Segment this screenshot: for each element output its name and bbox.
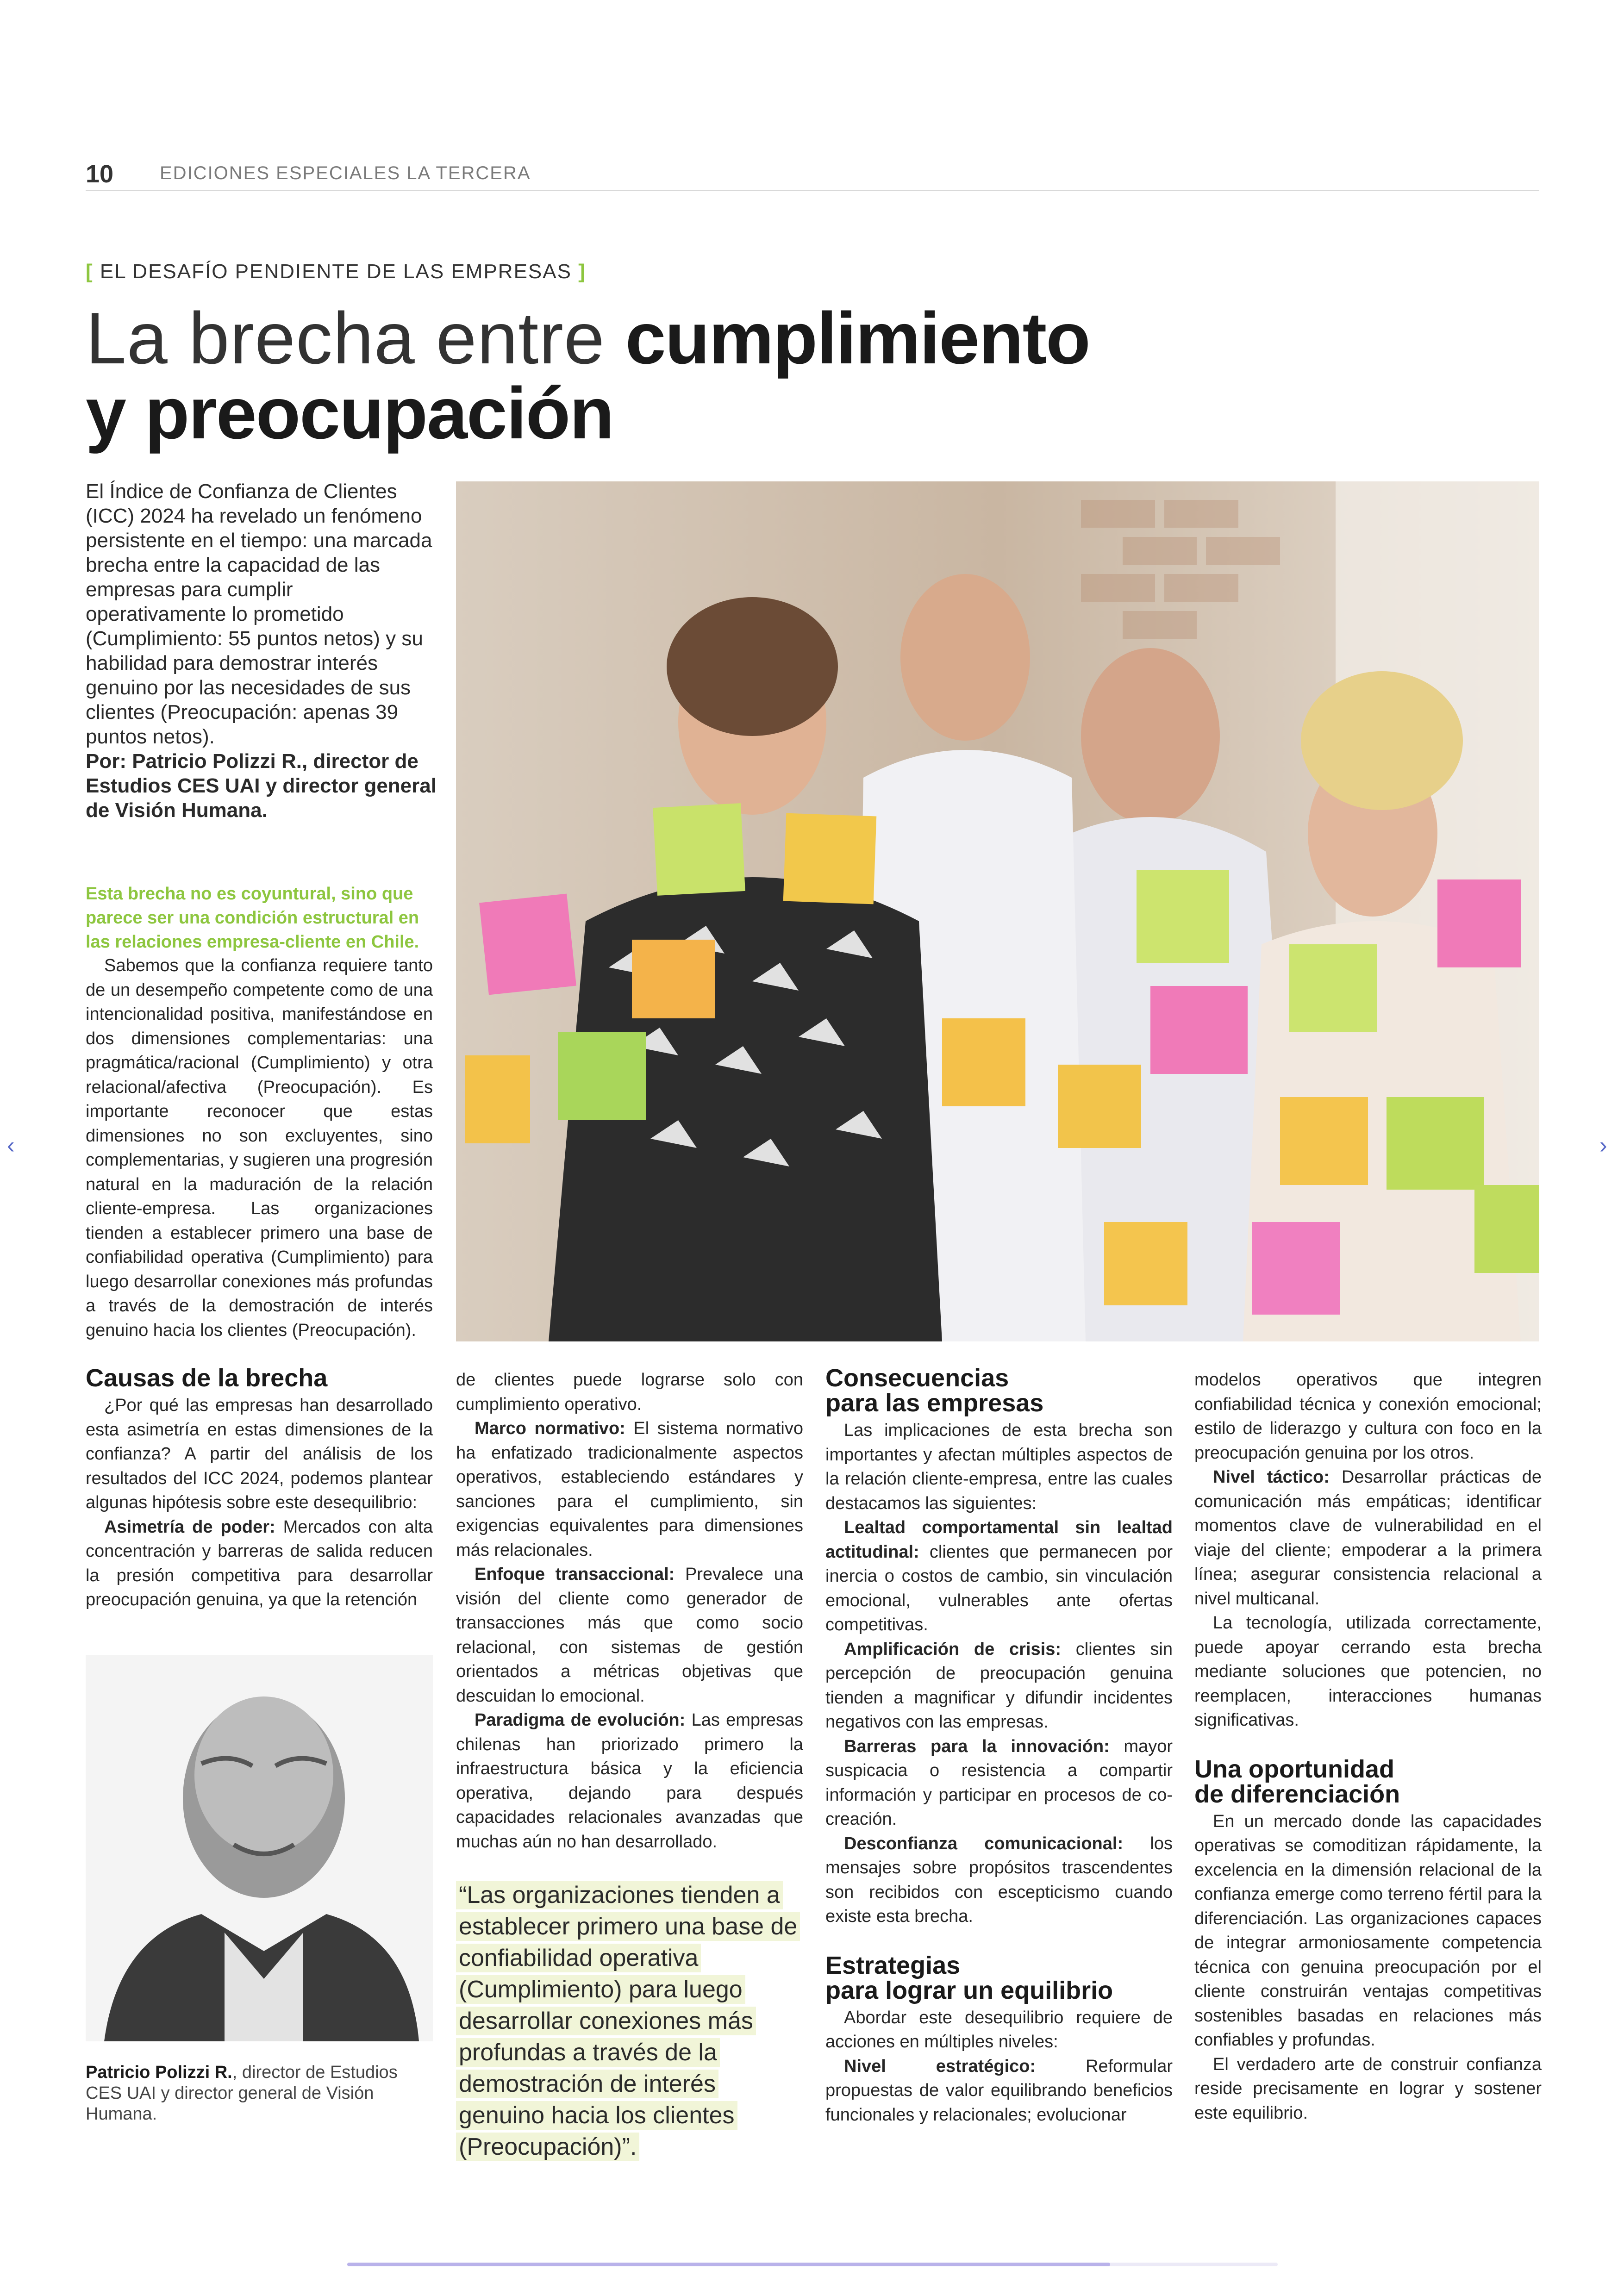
oportunidad-paragraph-2: El verdadero arte de construir confianza reside precisamente en lograr y sostener este equilibrio.: [1194, 2054, 1542, 2123]
hero-photo: [456, 481, 1539, 1341]
barreras-text: mayor suspicacia o resistencia a compartir información y participar en procesos de co-creación.: [825, 1736, 1173, 1829]
estrategico-text: Reformular propuestas de valor equilibrando beneficios funcionales y relacionales; evolucionar: [825, 2056, 1173, 2125]
chevron-right-icon[interactable]: ›: [1599, 1132, 1607, 1158]
section-tag: [86, 260, 586, 283]
enfoque-paragraph: [456, 1562, 803, 1708]
tactico-label: Nivel táctico:: [1213, 1467, 1330, 1487]
intro-text: El Índice de Confianza de Clientes (ICC) 2024 ha revelado un fenómeno persistente en el tiempo: una marcada brecha entre la capacidad de las empresas para cumplir operativamente lo prometido (Cumplimiento: 55 puntos netos) y su habilidad para demostrar interés genuino por las necesidades de sus clientes (Preocupación: apenas 39 puntos netos).: [86, 480, 432, 748]
estrategias-heading: [825, 1953, 1173, 2003]
author-portrait-illustration: [86, 1655, 433, 2041]
intro: [86, 479, 437, 823]
headline-bold-2: y preocupación: [86, 373, 613, 454]
estrategias-paragraph: Abordar este desequilibrio requiere de acciones en múltiples niveles:: [825, 2008, 1173, 2052]
asimetria-paragraph: [86, 1515, 433, 1612]
section-tag-open-bracket: [: [86, 260, 94, 283]
header-divider: [86, 190, 1539, 191]
lealtad-paragraph: [825, 1515, 1173, 1637]
desconfianza-text: los mensajes sobre propósitos trascendentes son recibidos con escepticismo cuando existe esta brecha.: [825, 1834, 1173, 1926]
lead-highlight: Esta brecha no es coyuntural, sino que parece ser una condición estructural en las relaciones empresa-cliente en Chile.: [86, 884, 419, 952]
desconfianza-paragraph: [825, 1832, 1173, 1929]
asimetria-text: Mercados con alta concentración y barreras de salida reducen la presión competitiva para desarrollar preocupación genuina, ya que la retención: [86, 1517, 433, 1609]
column-hipotesis: [456, 1368, 803, 1854]
caption-rest: , director de Estudios CES UAI y director general de Visión Humana.: [86, 2063, 398, 2124]
consecuencias-paragraph: Las implicaciones de esta brecha son importantes y afectan múltiples aspectos de la relación cliente-empresa, entre las cuales destacamos las siguientes:: [825, 1421, 1173, 1513]
page-number: 10: [86, 160, 114, 188]
lead-body-paragraph: Sabemos que la confianza requiere tanto de un desempeño competente como de una intencionalidad positiva, manifestándose en dos dimensiones complementarias: una pragmática/racional (Cumplimiento) y otra relacional/afectiva (Preocupación). Es importante reconocer que estas dimensiones no son excluyentes, sino complementarias, y sugieren una progresión natural en la maduración de la relación cliente-empresa. Las organizaciones tienden a establecer primero una base de confiabilidad operativa (Cumplimiento) para luego desarrollar conexiones más profundas a través de la demostración de interés genuino hacia los clientes (Preocupación).: [86, 956, 433, 1340]
lealtad-label: Lealtad comportamental sin lealtad actitudinal:: [825, 1518, 1173, 1562]
caption-name: Patricio Polizzi R.: [86, 2063, 232, 2082]
hero-photo-illustration: [456, 481, 1539, 1341]
headline-light: La brecha entre: [86, 298, 605, 379]
paradigma-label: Paradigma de evolución:: [475, 1710, 686, 1730]
barreras-paragraph: [825, 1734, 1173, 1832]
headline-bold-1: cumplimiento: [625, 298, 1090, 379]
crisis-label: Amplificación de crisis:: [844, 1639, 1062, 1659]
crisis-text: clientes sin percepción de preocupación genuina tienden a magnificar y difundir incidentes negativos con las empresas.: [825, 1639, 1173, 1732]
marco-label: Marco normativo:: [475, 1419, 625, 1438]
consecuencias-heading-line-2: para las empresas: [825, 1389, 1044, 1417]
publication-name: EDICIONES ESPECIALES LA TERCERA: [160, 163, 531, 183]
consecuencias-heading-line-1: Consecuencias: [825, 1364, 1009, 1392]
estrategias-heading-line-1: Estrategias: [825, 1951, 961, 1979]
pull-quote-text: “Las organizaciones tienden a establecer primero una base de confiabilidad operativa (Cumplimiento) para luego desarrollar conexiones más profundas a través de la demostración de interés genuino hacia los clientes (Preocupación)”.: [456, 1881, 800, 2161]
desconfianza-label: Desconfianza comunicacional:: [844, 1834, 1124, 1853]
causas-paragraph: ¿Por qué las empresas han desarrollado esta asimetría en estas dimensiones de la confianza? A partir del análisis de los resultados del ICC 2024, podemos plantear algunas hipótesis sobre este desequilibrio:: [86, 1396, 433, 1512]
tactico-text: Desarrollar prácticas de comunicación más empáticas; identificar momentos clave de vulnerabilidad en el viaje del cliente; empoderar a la primera línea; asegurar consistencia relacional a nivel multicanal.: [1194, 1467, 1542, 1609]
section-tag-text: EL DESAFÍO PENDIENTE DE LAS EMPRESAS: [100, 260, 572, 283]
paradigma-paragraph: [456, 1708, 803, 1854]
portrait-caption: [86, 2062, 437, 2125]
pull-quote: [456, 1879, 808, 2163]
asimetria-label: Asimetría de poder:: [104, 1517, 275, 1537]
oportunidad-heading: [1194, 1757, 1542, 1807]
tecnologia-paragraph: La tecnología, utilizada correctamente, puede apoyar cerrando esta brecha mediante soluciones que potencien, no reemplacen, interacciones humanas significativas.: [1194, 1613, 1542, 1730]
oportunidad-paragraph-1: En un mercado donde las capacidades operativas se comoditizan rápidamente, la excelencia en la dimensión relacional de la confianza emerge como terreno fértil para la diferenciación. Las organizaciones capaces de integrar armoniosamente competencia técnica con genuina preocupación por el cliente construirán ventajas competitivas sostenibles basadas en relaciones más confiables y profundas.: [1194, 1811, 1542, 2050]
col2-continuation: de clientes puede lograrse solo con cumplimiento operativo.: [456, 1370, 803, 1414]
scrollbar-thumb[interactable]: [347, 2263, 1110, 2266]
enfoque-text: Prevalece una visión del cliente como generador de transacciones más que como socio relacional, con sistemas de gestión orientados a métricas objetivas que descuidan lo emocional.: [456, 1565, 803, 1706]
estrategias-heading-line-2: para lograr un equilibrio: [825, 1976, 1113, 2004]
chevron-left-icon[interactable]: ‹: [7, 1132, 15, 1158]
causas-heading: Causas de la brecha: [86, 1364, 328, 1392]
lealtad-text: clientes que permanecen por inercia o costos de cambio, sin vinculación emocional, vulnerables ante ofertas competitivas.: [825, 1542, 1173, 1634]
marco-text: El sistema normativo ha enfatizado tradicionalmente aspectos operativos, estableciendo estándares y sanciones para el cumplimiento, sin exigencias equivalentes para dimensiones más relacionales.: [456, 1419, 803, 1560]
enfoque-label: Enfoque transaccional:: [475, 1565, 675, 1584]
section-tag-close-bracket: ]: [578, 260, 586, 283]
marco-paragraph: [456, 1416, 803, 1562]
headline: [86, 298, 1544, 454]
crisis-paragraph: [825, 1637, 1173, 1734]
author-portrait: [86, 1655, 433, 2041]
oportunidad-heading-line-1: Una oportunidad: [1194, 1755, 1394, 1783]
byline: Por: Patricio Polizzi R., director de Estudios CES UAI y director general de Visión Humana.: [86, 750, 437, 822]
col4-continuation: modelos operativos que integren confiabilidad técnica y conexión emocional; estilo de liderazgo y cultura con foco en la preocupación genuina por los otros.: [1194, 1370, 1542, 1463]
column-causas: [86, 1366, 433, 1612]
barreras-label: Barreras para la innovación:: [844, 1736, 1110, 1756]
oportunidad-heading-line-2: de diferenciación: [1194, 1780, 1400, 1808]
consecuencias-heading: [825, 1366, 1173, 1416]
paradigma-text: Las empresas chilenas han priorizado primero la infraestructura básica y la eficiencia operativa, dejando para después capacidades relacionales avanzadas que muchas aún no han desarrollado.: [456, 1710, 803, 1852]
estrategico-paragraph: [825, 2054, 1173, 2127]
column-consecuencias: [825, 1366, 1173, 2127]
lead-body: [86, 954, 433, 1342]
column-niveles: [1194, 1368, 1542, 2125]
estrategico-label: Nivel estratégico:: [844, 2056, 1036, 2076]
tactico-paragraph: [1194, 1465, 1542, 1611]
